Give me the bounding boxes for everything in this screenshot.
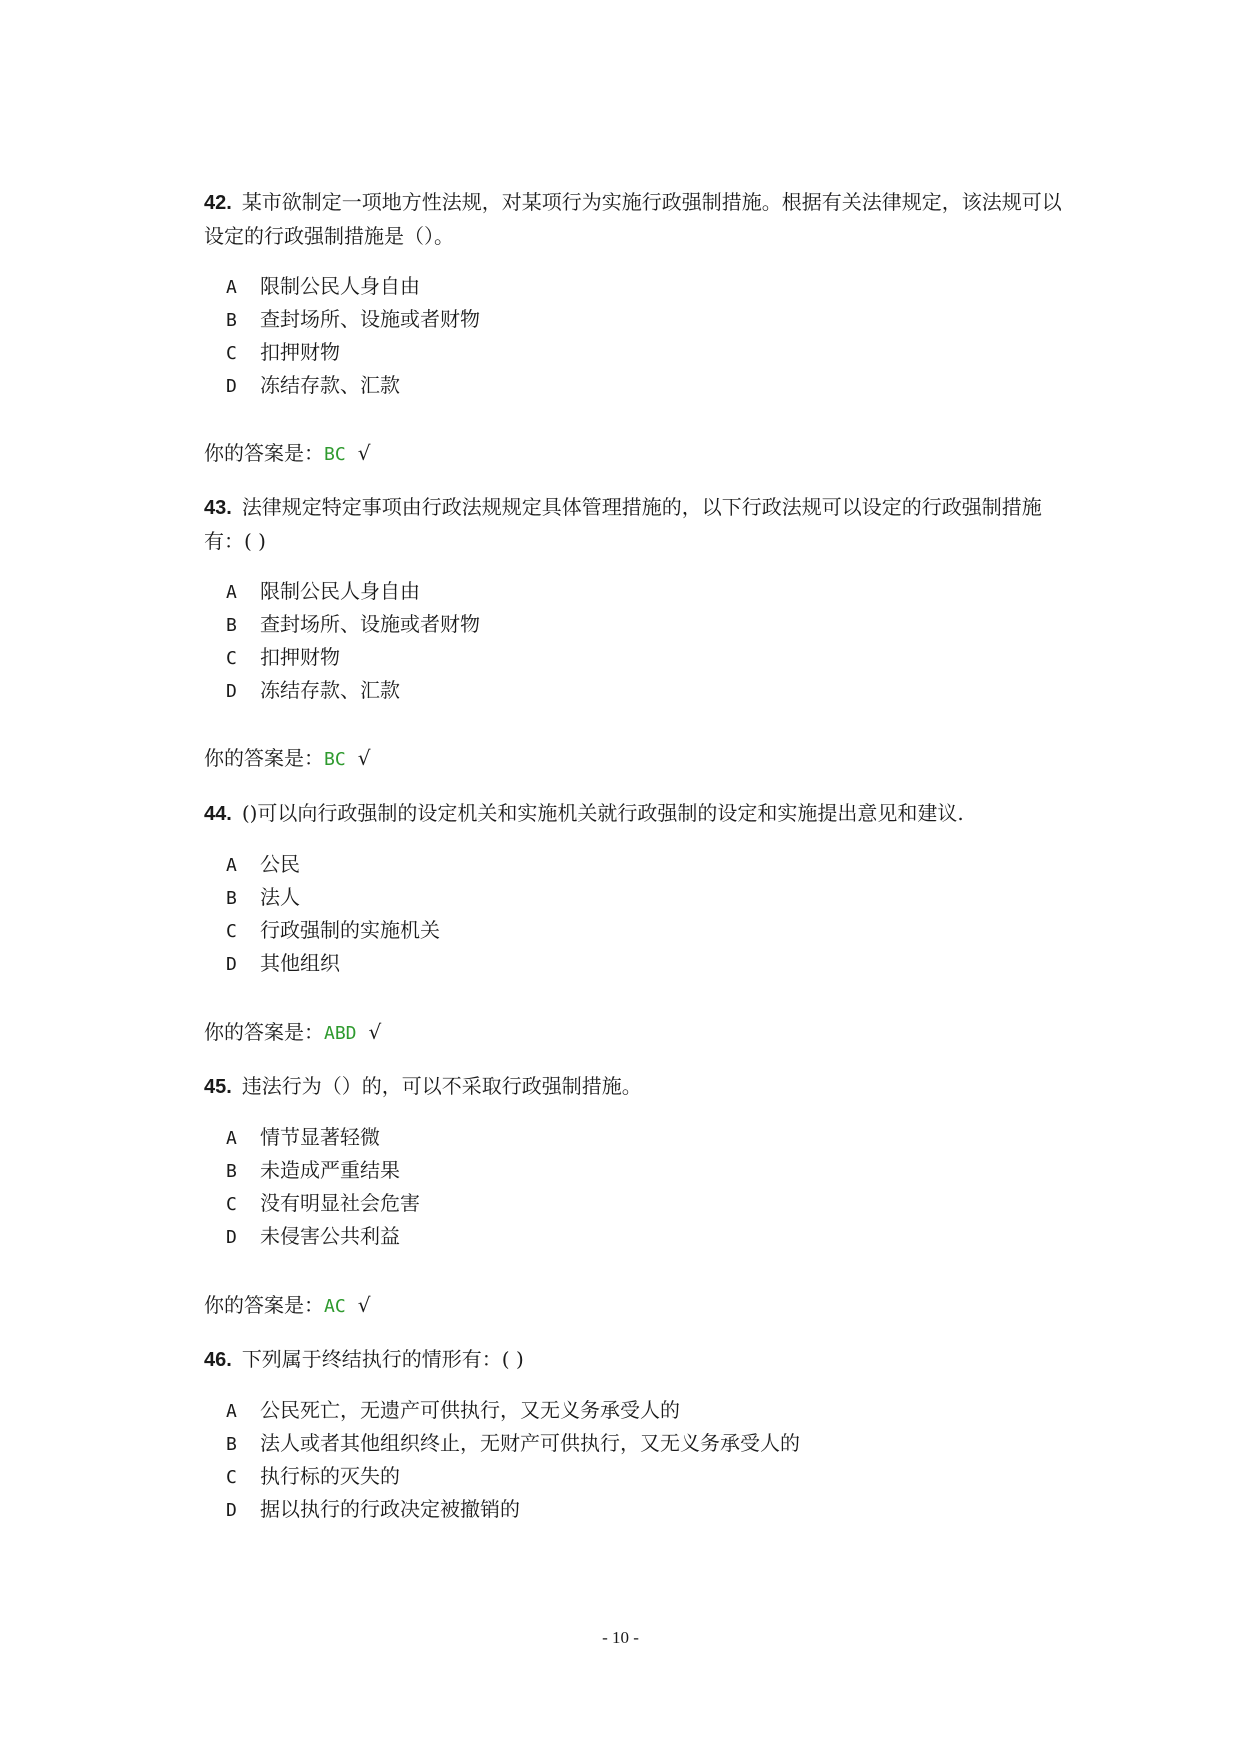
option-text: 冻结存款、汇款 <box>260 678 400 702</box>
question-stem: 违法行为（）的，可以不采取行政强制措施。 <box>241 1074 642 1098</box>
option-text: 查封场所、设施或者财物 <box>260 612 480 636</box>
option-item <box>226 303 1064 336</box>
option-letter: D <box>226 681 237 702</box>
option-item <box>226 270 1064 303</box>
question-stem: 法律规定特定事项由行政法规规定具体管理措施的，以下行政法规可以设定的行政强制措施有：( ) <box>204 495 1042 553</box>
option-text: 扣押财物 <box>260 645 340 669</box>
option-item <box>226 1493 1064 1526</box>
option-text: 法人 <box>260 885 300 909</box>
option-text: 执行标的灭失的 <box>260 1464 400 1488</box>
option-text: 查封场所、设施或者财物 <box>260 307 480 331</box>
option-text: 扣押财物 <box>260 340 340 364</box>
question-number: 45. <box>204 1076 232 1098</box>
option-item <box>226 1460 1064 1493</box>
question-44 <box>204 797 1064 980</box>
option-list <box>204 270 1064 402</box>
option-item <box>226 369 1064 402</box>
check-icon: √ <box>357 441 371 465</box>
option-item <box>226 881 1064 914</box>
question-stem: 某市欲制定一项地方性法规，对某项行为实施行政强制措施。根据有关法律规定，该法规可以设定的行政强制措施是（）。 <box>204 190 1062 248</box>
answer-label: 你的答案是： <box>204 1020 324 1044</box>
option-letter: A <box>226 582 237 603</box>
option-item <box>226 848 1064 881</box>
option-item <box>226 1154 1064 1187</box>
answer-value: AC <box>324 1296 346 1317</box>
question-text <box>204 491 1064 558</box>
question-text <box>204 1070 1064 1104</box>
option-text: 限制公民人身自由 <box>260 274 420 298</box>
question-text <box>204 186 1064 253</box>
option-letter: B <box>226 1434 237 1455</box>
question-stem: ()可以向行政强制的设定机关和实施机关就行政强制的设定和实施提出意见和建议. <box>241 801 964 825</box>
option-letter: A <box>226 1128 237 1149</box>
question-stem: 下列属于终结执行的情形有：( ) <box>241 1347 524 1371</box>
answer-label: 你的答案是： <box>204 441 324 465</box>
option-text: 行政强制的实施机关 <box>260 918 440 942</box>
option-letter: B <box>226 1161 237 1182</box>
option-item <box>226 947 1064 980</box>
option-item <box>226 608 1064 641</box>
option-letter: C <box>226 648 237 669</box>
answer-line <box>204 742 370 776</box>
option-letter: A <box>226 1401 237 1422</box>
option-letter: B <box>226 615 237 636</box>
option-text: 冻结存款、汇款 <box>260 373 400 397</box>
option-text: 没有明显社会危害 <box>260 1191 420 1215</box>
option-letter: D <box>226 1227 237 1248</box>
question-text <box>204 797 1064 831</box>
option-item <box>226 1394 1064 1427</box>
option-item <box>226 1220 1064 1253</box>
question-number: 42. <box>204 192 232 214</box>
option-item <box>226 641 1064 674</box>
page-number: - 10 - <box>602 1628 639 1647</box>
option-text: 据以执行的行政决定被撤销的 <box>260 1497 520 1521</box>
option-list <box>204 848 1064 980</box>
option-letter: A <box>226 277 237 298</box>
answer-line <box>204 1016 381 1050</box>
answer-label: 你的答案是： <box>204 1293 324 1317</box>
option-list <box>204 575 1064 707</box>
answer-value: BC <box>324 444 346 465</box>
answer-line <box>204 1289 370 1323</box>
answer-value: BC <box>324 749 346 770</box>
option-letter: B <box>226 310 237 331</box>
option-text: 法人或者其他组织终止，无财产可供执行，又无义务承受人的 <box>260 1431 800 1455</box>
option-item <box>226 336 1064 369</box>
option-item <box>226 1427 1064 1460</box>
option-item <box>226 575 1064 608</box>
question-46 <box>204 1343 1064 1526</box>
option-letter: D <box>226 954 237 975</box>
question-number: 44. <box>204 803 232 825</box>
option-item <box>226 674 1064 707</box>
option-letter: D <box>226 376 237 397</box>
check-icon: √ <box>357 1293 371 1317</box>
option-text: 公民死亡，无遗产可供执行，又无义务承受人的 <box>260 1398 680 1422</box>
option-text: 未造成严重结果 <box>260 1158 400 1182</box>
check-icon: √ <box>368 1020 382 1044</box>
check-icon: √ <box>357 746 371 770</box>
option-text: 公民 <box>260 852 300 876</box>
question-number: 46. <box>204 1349 232 1371</box>
question-42 <box>204 186 1064 402</box>
option-text: 其他组织 <box>260 951 340 975</box>
option-list <box>204 1121 1064 1253</box>
answer-label: 你的答案是： <box>204 746 324 770</box>
option-item <box>226 1121 1064 1154</box>
question-number: 43. <box>204 497 232 519</box>
option-item <box>226 1187 1064 1220</box>
answer-value: ABD <box>324 1023 357 1044</box>
option-letter: B <box>226 888 237 909</box>
option-text: 限制公民人身自由 <box>260 579 420 603</box>
option-letter: C <box>226 1467 237 1488</box>
option-letter: D <box>226 1500 237 1521</box>
option-letter: C <box>226 1194 237 1215</box>
option-letter: A <box>226 855 237 876</box>
question-43 <box>204 491 1064 707</box>
option-text: 情节显著轻微 <box>260 1125 380 1149</box>
option-letter: C <box>226 921 237 942</box>
option-text: 未侵害公共利益 <box>260 1224 400 1248</box>
answer-line <box>204 437 370 471</box>
option-letter: C <box>226 343 237 364</box>
question-45 <box>204 1070 1064 1253</box>
question-text <box>204 1343 1064 1377</box>
option-list <box>204 1394 1064 1526</box>
option-item <box>226 914 1064 947</box>
